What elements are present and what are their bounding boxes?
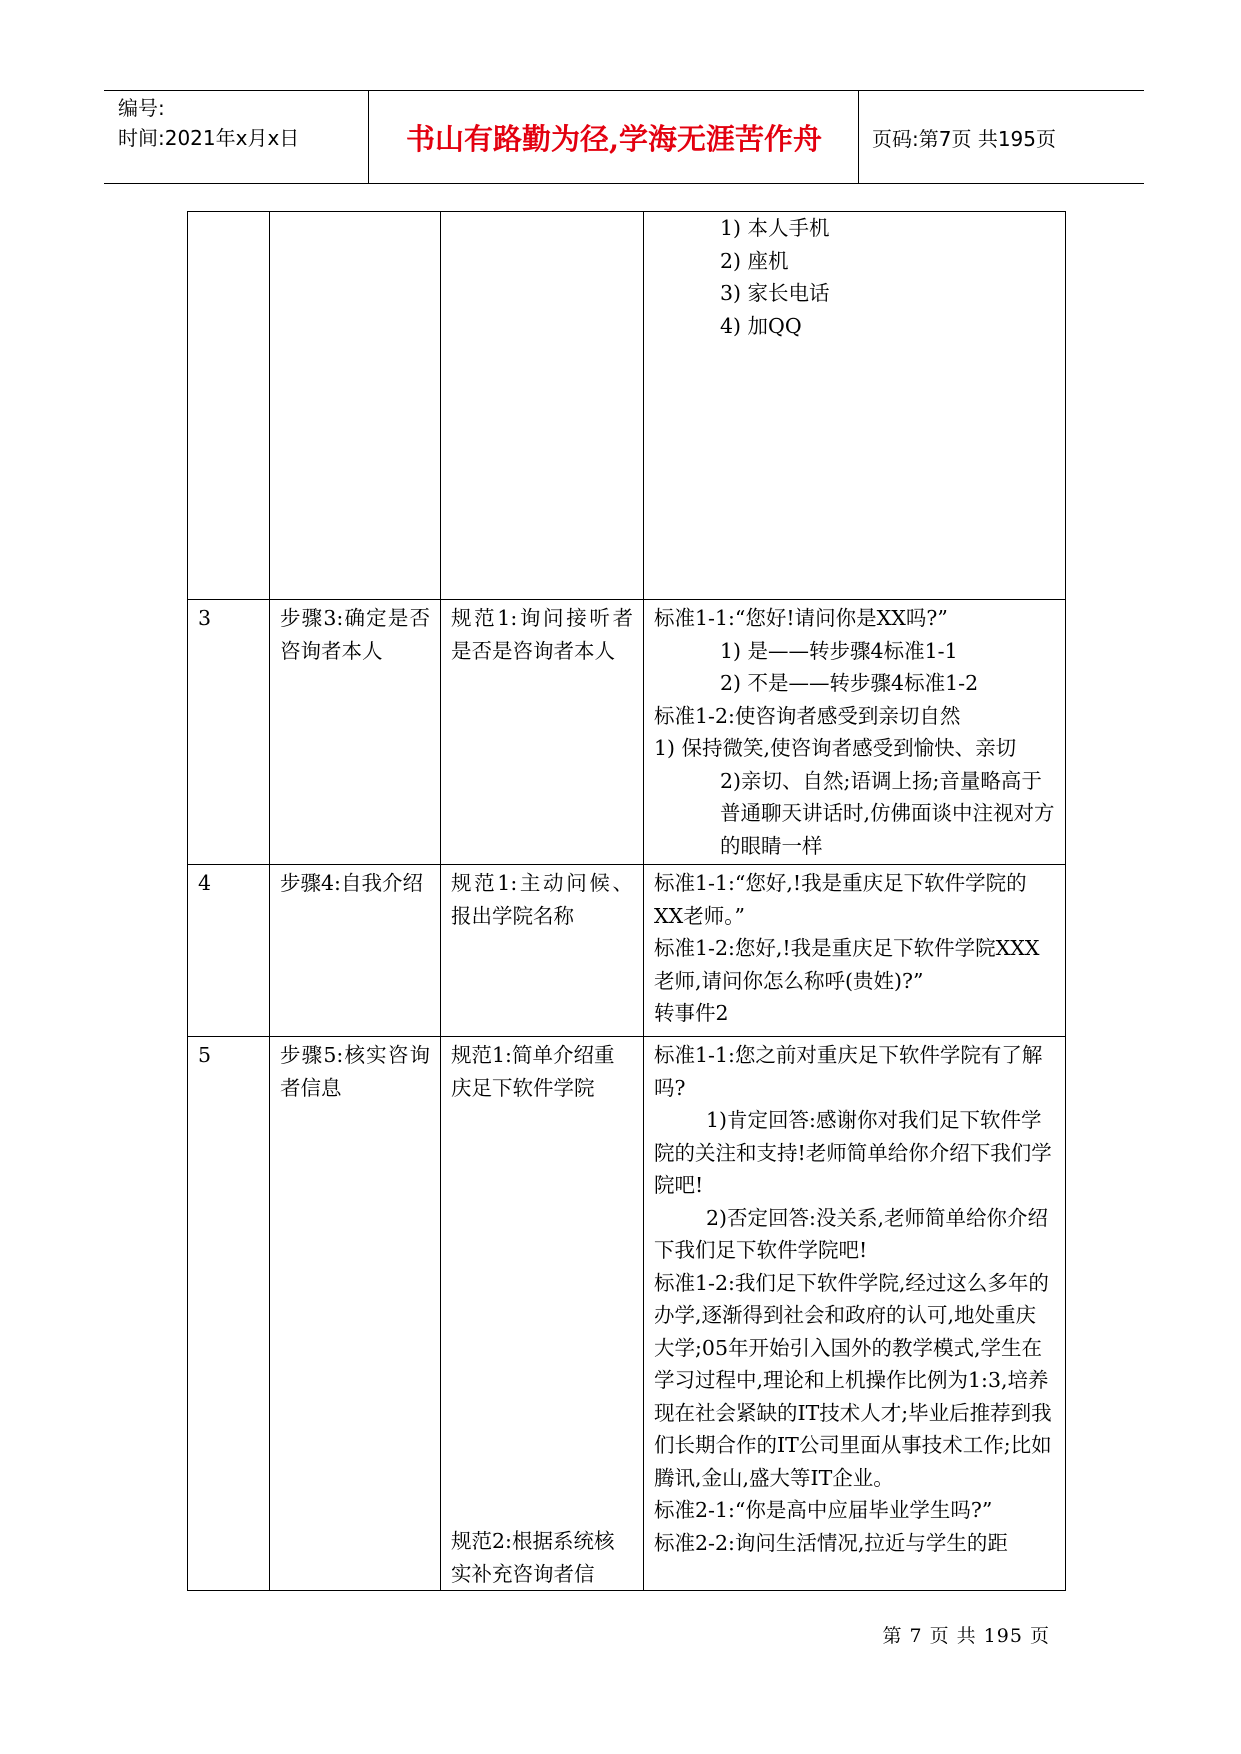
list-item: 1) 本人手机 xyxy=(720,216,830,240)
page-footer: 第 7 页 共 195 页 xyxy=(882,1625,1050,1647)
list-item: 1) 是——转步骤4标准1-1 xyxy=(720,638,958,663)
row-number xyxy=(188,212,270,600)
list-item: 2)亲切、自然;语调上扬;音量略高于普通聊天讲话时,仿佛面谈中注视对方的眼睛一样 xyxy=(720,768,1055,858)
date-label: 时间:2021年x月x日 xyxy=(118,126,300,150)
list-item: 2)否定回答:没关系,老师简单给你介绍下我们足下软件学院吧! xyxy=(654,1205,1048,1262)
list-item: 转事件2 xyxy=(654,1001,729,1025)
row-step: 步骤4:自我介绍 xyxy=(270,865,441,1037)
page-header xyxy=(104,90,1144,184)
row-norm xyxy=(441,1037,644,1591)
list-item: 标准1-2:您好,!我是重庆足下软件学院XXX老师,请问你怎么称呼(贵姓)?” xyxy=(654,936,1040,993)
procedure-table xyxy=(187,211,1066,1591)
row-standard xyxy=(644,865,1066,1037)
header-motto: 书山有路勤为径,学海无涯苦作舟 xyxy=(405,121,823,156)
header-meta xyxy=(118,93,364,153)
list-item: 标准2-1:“你是高中应届毕业学生吗?” xyxy=(654,1498,993,1522)
row-step xyxy=(270,1037,441,1591)
header-page-info: 页码:第7页 共195页 xyxy=(872,126,1056,151)
row-step xyxy=(270,212,441,600)
table-row xyxy=(188,1037,1066,1591)
row-norm xyxy=(441,212,644,600)
table-row xyxy=(188,600,1066,865)
list-item: 1) 保持微笑,使咨询者感受到愉快、亲切 xyxy=(654,736,1017,760)
list-item: 3) 家长电话 xyxy=(720,281,830,305)
step-text: 步骤5:核实咨询者信息 xyxy=(280,1043,430,1100)
list-item: 标准2-2:询问生活情况,拉近与学生的距 xyxy=(654,1530,1008,1555)
number-label: 编号: xyxy=(118,96,165,120)
header-divider xyxy=(368,91,369,183)
row-standard xyxy=(644,1037,1066,1591)
row-norm: 规范1:询问接听者是否是咨询者本人 xyxy=(441,600,644,865)
row-standard xyxy=(644,212,1066,600)
row-number: 5 xyxy=(188,1037,270,1591)
row-norm: 规范1:主动问候、报出学院名称 xyxy=(441,865,644,1037)
row-number: 4 xyxy=(188,865,270,1037)
list-item: 2) 座机 xyxy=(720,248,789,273)
row-step: 步骤3:确定是否咨询者本人 xyxy=(270,600,441,865)
list-item: 标准1-2:使咨询者感受到亲切自然 xyxy=(654,703,961,728)
header-divider xyxy=(858,91,859,183)
list-item: 标准1-2:我们足下软件学院,经过这么多年的办学,逐渐得到社会和政府的认可,地处重庆大学;05年开始引入国外的教学模式,学生在学习过程中,理论和上机操作比例为1:3,培养现在社会紧缺的IT技术人才;毕业后推荐到我们长期合作的IT公司里面从事技术工作;比如腾讯,金山,盛大等IT企业。 xyxy=(654,1270,1052,1490)
row-number: 3 xyxy=(188,600,270,865)
norm-1: 规范1:简单介绍重庆足下软件学院 xyxy=(451,1043,615,1100)
list-item: 标准1-1:“您好!请问你是XX吗?” xyxy=(654,606,948,630)
norm-2: 规范2:根据系统核实补充咨询者信 xyxy=(451,1529,615,1586)
list-item: 1)肯定回答:感谢你对我们足下软件学院的关注和支持!老师简单给你介绍下我们学院吧! xyxy=(654,1108,1052,1197)
row-standard xyxy=(644,600,1066,865)
list-item: 2) 不是——转步骤4标准1-2 xyxy=(720,671,979,695)
list-item: 4) 加QQ xyxy=(720,313,802,338)
table-row xyxy=(188,212,1066,600)
table-row xyxy=(188,865,1066,1037)
list-item: 标准1-1:“您好,!我是重庆足下软件学院的XX老师。” xyxy=(654,871,1027,928)
list-item: 标准1-1:您之前对重庆足下软件学院有了解吗? xyxy=(654,1043,1043,1100)
